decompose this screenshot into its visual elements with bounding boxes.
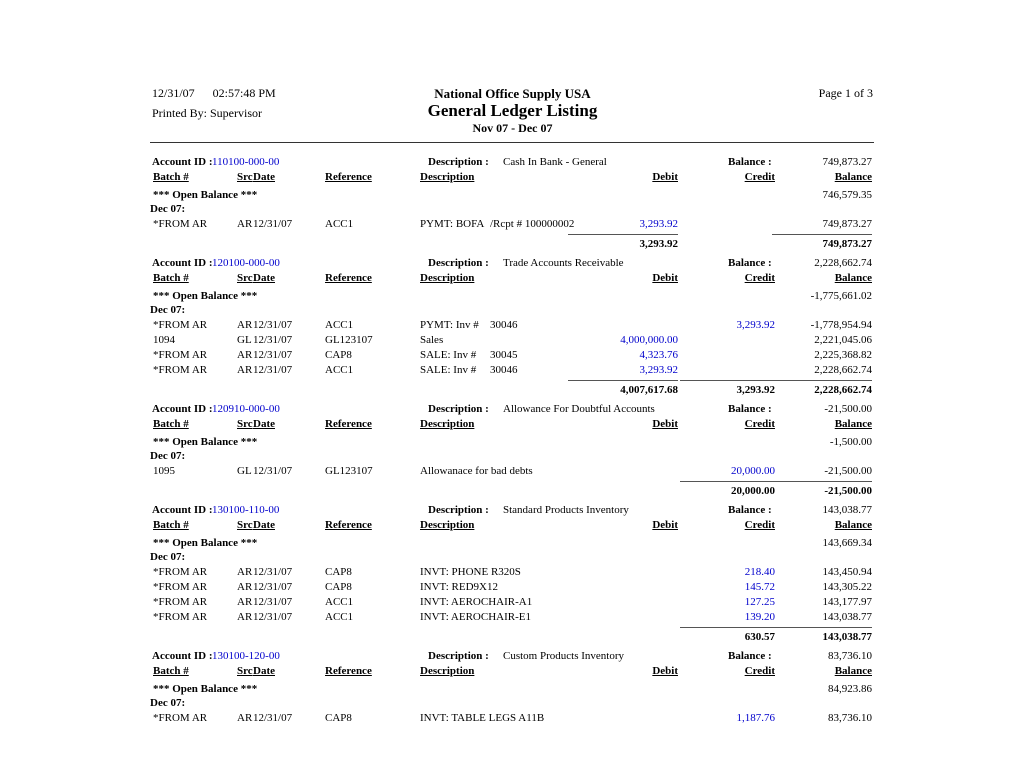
account-section [150, 155, 875, 256]
column-header-debit: Debit [652, 272, 678, 284]
account-id-label: Account ID : [152, 257, 213, 269]
total-credit: 3,293.92 [680, 380, 775, 396]
cell-reference: GL123107 [325, 334, 373, 346]
transaction-row [150, 464, 875, 479]
column-header-description: Description [420, 519, 475, 531]
open-balance-row [150, 289, 875, 304]
totals-row [150, 479, 875, 503]
cell-src: AR [237, 566, 253, 578]
account-section [150, 503, 875, 649]
column-header-description: Description [420, 418, 475, 430]
cell-src: AR [237, 611, 253, 623]
cell-credit-link[interactable]: 1,187.76 [736, 712, 775, 724]
open-balance-value: -1,775,661.02 [810, 290, 872, 302]
account-description-label: Description : [428, 156, 489, 168]
cell-date: 12/31/07 [253, 364, 293, 376]
cell-balance: 2,221,045.06 [814, 334, 872, 346]
column-header-balance: Balance [834, 171, 872, 183]
cell-batch: *FROM AR [153, 349, 208, 361]
header-divider [150, 142, 874, 143]
cell-balance: 143,177.97 [822, 596, 872, 608]
page-indicator: Page 1 of 3 [818, 86, 873, 100]
column-header-reference: Reference [325, 272, 372, 284]
cell-reference: ACC1 [325, 319, 354, 331]
column-header-row [150, 518, 875, 536]
account-header-line [150, 256, 875, 271]
account-header-line [150, 503, 875, 518]
cell-description: INVT: PHONE R320S [420, 566, 521, 578]
account-id-label: Account ID : [152, 156, 213, 168]
transaction-row [150, 363, 875, 378]
cell-src: AR [237, 349, 253, 361]
account-id-link[interactable]: 120910-000-00 [212, 403, 280, 415]
cell-credit-link[interactable]: 145.72 [744, 581, 775, 593]
column-header-row [150, 271, 875, 289]
column-header-date: Date [253, 272, 275, 284]
report-title: General Ledger Listing [427, 101, 598, 120]
open-balance-label: *** Open Balance *** [153, 436, 258, 448]
cell-src: AR [237, 319, 253, 331]
cell-src: GL [237, 465, 252, 477]
cell-description: Sales [420, 334, 444, 346]
account-description: Trade Accounts Receivable [503, 257, 624, 269]
cell-description-detail: 30045 [490, 349, 518, 361]
account-balance: 749,873.27 [822, 156, 872, 168]
cell-reference: CAP8 [325, 566, 352, 578]
column-header-reference: Reference [325, 519, 372, 531]
cell-batch: *FROM AR [153, 566, 208, 578]
column-header-date: Date [253, 418, 275, 430]
cell-date: 12/31/07 [253, 581, 293, 593]
cell-description: Allowanace for bad debts [420, 465, 533, 477]
column-header-date: Date [253, 171, 275, 183]
cell-balance: 749,873.27 [822, 218, 872, 230]
cell-description: INVT: AEROCHAIR-A1 [420, 596, 533, 608]
transaction-row [150, 595, 875, 610]
cell-description: INVT: RED9X12 [420, 581, 498, 593]
period-group-label: Dec 07: [150, 203, 186, 215]
column-header-reference: Reference [325, 665, 372, 677]
open-balance-value: -1,500.00 [829, 436, 872, 448]
account-section [150, 402, 875, 503]
column-header-row [150, 170, 875, 188]
cell-batch: *FROM AR [153, 596, 208, 608]
cell-balance: -21,500.00 [824, 465, 872, 477]
cell-batch: *FROM AR [153, 319, 208, 331]
account-header-line [150, 155, 875, 170]
account-id-label: Account ID : [152, 650, 213, 662]
account-balance-label: Balance : [728, 650, 772, 662]
open-balance-value: 746,579.35 [822, 189, 872, 201]
account-description-label: Description : [428, 650, 489, 662]
cell-date: 12/31/07 [253, 712, 293, 724]
cell-description: PYMT: Inv # [420, 319, 479, 331]
report-header [150, 86, 875, 142]
cell-batch: 1094 [153, 334, 175, 346]
account-id-link[interactable]: 110100-000-00 [212, 156, 280, 168]
account-description: Custom Products Inventory [503, 650, 624, 662]
cell-batch: *FROM AR [153, 712, 208, 724]
account-balance: 143,038.77 [822, 504, 872, 516]
transaction-row [150, 610, 875, 625]
cell-credit-link[interactable]: 218.40 [744, 566, 775, 578]
totals-row [150, 625, 875, 649]
cell-date: 12/31/07 [253, 218, 293, 230]
open-balance-label: *** Open Balance *** [153, 537, 258, 549]
column-header-credit: Credit [744, 272, 775, 284]
cell-date: 12/31/07 [253, 349, 293, 361]
column-header-src: Src [237, 665, 253, 677]
column-header-balance: Balance [834, 519, 872, 531]
account-description: Allowance For Doubtful Accounts [503, 403, 655, 415]
totals-row [150, 232, 875, 256]
total-balance: 2,228,662.74 [772, 380, 872, 396]
column-header-description: Description [420, 665, 475, 677]
cell-batch: *FROM AR [153, 364, 208, 376]
cell-reference: CAP8 [325, 712, 352, 724]
transaction-rows [150, 464, 875, 479]
account-header-line [150, 402, 875, 417]
report-period: Nov 07 - Dec 07 [472, 121, 553, 135]
column-header-batch: Batch # [153, 418, 189, 430]
account-section [150, 649, 875, 726]
account-id-label: Account ID : [152, 403, 213, 415]
account-id-link[interactable]: 120100-000-00 [212, 257, 280, 269]
period-group-label: Dec 07: [150, 697, 186, 709]
transaction-rows [150, 318, 875, 378]
account-balance-label: Balance : [728, 156, 772, 168]
account-description: Standard Products Inventory [503, 504, 629, 516]
cell-description: SALE: Inv # [420, 349, 477, 361]
column-header-src: Src [237, 272, 253, 284]
cell-credit-link[interactable]: 20,000.00 [731, 465, 775, 477]
cell-description-detail: 30046 [490, 364, 518, 376]
account-balance-label: Balance : [728, 403, 772, 415]
column-header-batch: Batch # [153, 272, 189, 284]
print-date: 12/31/07 [152, 86, 195, 100]
cell-src: AR [237, 364, 253, 376]
column-header-row [150, 664, 875, 682]
cell-description: PYMT: BOFA [420, 218, 485, 230]
cell-description: SALE: Inv # [420, 364, 477, 376]
open-balance-row [150, 682, 875, 697]
cell-reference: ACC1 [325, 596, 354, 608]
total-balance: 749,873.27 [772, 234, 872, 250]
transaction-row [150, 318, 875, 333]
cell-batch: *FROM AR [153, 611, 208, 623]
total-credit: 630.57 [680, 627, 775, 643]
header-center [150, 86, 875, 136]
column-header-src: Src [237, 519, 253, 531]
cell-description: INVT: TABLE LEGS A11B [420, 712, 545, 724]
column-header-date: Date [253, 665, 275, 677]
column-header-row [150, 417, 875, 435]
open-balance-label: *** Open Balance *** [153, 290, 258, 302]
cell-reference: CAP8 [325, 581, 352, 593]
account-section [150, 256, 875, 402]
open-balance-row [150, 435, 875, 450]
cell-description-detail: /Rcpt # 100000002 [490, 218, 575, 230]
cell-src: AR [237, 581, 253, 593]
company-name: National Office Supply USA [434, 86, 591, 101]
account-id-link[interactable]: 130100-120-00 [212, 650, 280, 662]
cell-debit-link[interactable]: 4,000,000.00 [620, 334, 678, 346]
transaction-row [150, 348, 875, 363]
transaction-row [150, 580, 875, 595]
column-header-debit: Debit [652, 171, 678, 183]
totals-row [150, 378, 875, 402]
column-header-credit: Credit [744, 519, 775, 531]
printed-by: Printed By: Supervisor [152, 106, 262, 120]
cell-date: 12/31/07 [253, 319, 293, 331]
column-header-src: Src [237, 171, 253, 183]
cell-debit-link[interactable]: 4,323.76 [639, 349, 678, 361]
column-header-balance: Balance [834, 272, 872, 284]
column-header-description: Description [420, 171, 475, 183]
column-header-credit: Credit [744, 418, 775, 430]
cell-src: AR [237, 712, 253, 724]
cell-balance: 143,450.94 [822, 566, 872, 578]
open-balance-row [150, 188, 875, 203]
account-description-label: Description : [428, 403, 489, 415]
transaction-row [150, 217, 875, 232]
transaction-rows [150, 217, 875, 232]
cell-credit-link[interactable]: 139.20 [744, 611, 775, 623]
cell-reference: ACC1 [325, 364, 354, 376]
transaction-row [150, 333, 875, 348]
column-header-balance: Balance [834, 418, 872, 430]
open-balance-row [150, 536, 875, 551]
account-id-label: Account ID : [152, 504, 213, 516]
cell-credit-link[interactable]: 3,293.92 [736, 319, 775, 331]
print-time: 02:57:48 PM [212, 86, 276, 100]
account-description-label: Description : [428, 504, 489, 516]
period-group-label: Dec 07: [150, 450, 186, 462]
total-balance: -21,500.00 [772, 481, 872, 497]
cell-balance: 143,305.22 [822, 581, 872, 593]
cell-reference: ACC1 [325, 218, 354, 230]
cell-description: INVT: AEROCHAIR-E1 [420, 611, 531, 623]
cell-reference: CAP8 [325, 349, 352, 361]
column-header-debit: Debit [652, 665, 678, 677]
cell-date: 12/31/07 [253, 334, 293, 346]
account-balance-label: Balance : [728, 504, 772, 516]
column-header-reference: Reference [325, 418, 372, 430]
account-balance: 2,228,662.74 [814, 257, 872, 269]
account-description: Cash In Bank - General [503, 156, 607, 168]
account-balance-label: Balance : [728, 257, 772, 269]
column-header-debit: Debit [652, 519, 678, 531]
cell-src: AR [237, 218, 253, 230]
cell-balance: 143,038.77 [822, 611, 872, 623]
cell-debit-link[interactable]: 3,293.92 [639, 218, 678, 230]
period-group-label: Dec 07: [150, 551, 186, 563]
cell-batch: *FROM AR [153, 581, 208, 593]
cell-batch: 1095 [153, 465, 175, 477]
column-header-batch: Batch # [153, 519, 189, 531]
total-debit: 3,293.92 [568, 234, 678, 250]
cell-date: 12/31/07 [253, 566, 293, 578]
column-header-batch: Batch # [153, 665, 189, 677]
cell-balance: 2,228,662.74 [814, 364, 872, 376]
transaction-row [150, 565, 875, 580]
cell-balance: 83,736.10 [828, 712, 872, 724]
column-header-date: Date [253, 519, 275, 531]
report-body [150, 155, 875, 726]
column-header-description: Description [420, 272, 475, 284]
account-description-label: Description : [428, 257, 489, 269]
column-header-balance: Balance [834, 665, 872, 677]
column-header-debit: Debit [652, 418, 678, 430]
cell-balance: -1,778,954.94 [810, 319, 872, 331]
account-balance: 83,736.10 [828, 650, 872, 662]
account-balance: -21,500.00 [824, 403, 872, 415]
cell-date: 12/31/07 [253, 596, 293, 608]
total-balance: 143,038.77 [772, 627, 872, 643]
period-group-label: Dec 07: [150, 304, 186, 316]
cell-reference: ACC1 [325, 611, 354, 623]
transaction-rows [150, 711, 875, 726]
cell-credit-link[interactable]: 127.25 [744, 596, 775, 608]
column-header-batch: Batch # [153, 171, 189, 183]
cell-date: 12/31/07 [253, 465, 293, 477]
total-debit: 4,007,617.68 [568, 380, 678, 396]
column-header-credit: Credit [744, 665, 775, 677]
cell-reference: GL123107 [325, 465, 373, 477]
account-header-line [150, 649, 875, 664]
open-balance-label: *** Open Balance *** [153, 683, 258, 695]
open-balance-value: 143,669.34 [822, 537, 872, 549]
account-id-link[interactable]: 130100-110-00 [212, 504, 280, 516]
open-balance-value: 84,923.86 [828, 683, 872, 695]
transaction-rows [150, 565, 875, 625]
cell-description-detail: 30046 [490, 319, 518, 331]
cell-src: GL [237, 334, 252, 346]
cell-src: AR [237, 596, 253, 608]
cell-date: 12/31/07 [253, 611, 293, 623]
column-header-reference: Reference [325, 171, 372, 183]
column-header-src: Src [237, 418, 253, 430]
open-balance-label: *** Open Balance *** [153, 189, 258, 201]
column-header-credit: Credit [744, 171, 775, 183]
cell-debit-link[interactable]: 3,293.92 [639, 364, 678, 376]
total-credit: 20,000.00 [680, 481, 775, 497]
cell-batch: *FROM AR [153, 218, 208, 230]
transaction-row [150, 711, 875, 726]
cell-balance: 2,225,368.82 [814, 349, 872, 361]
